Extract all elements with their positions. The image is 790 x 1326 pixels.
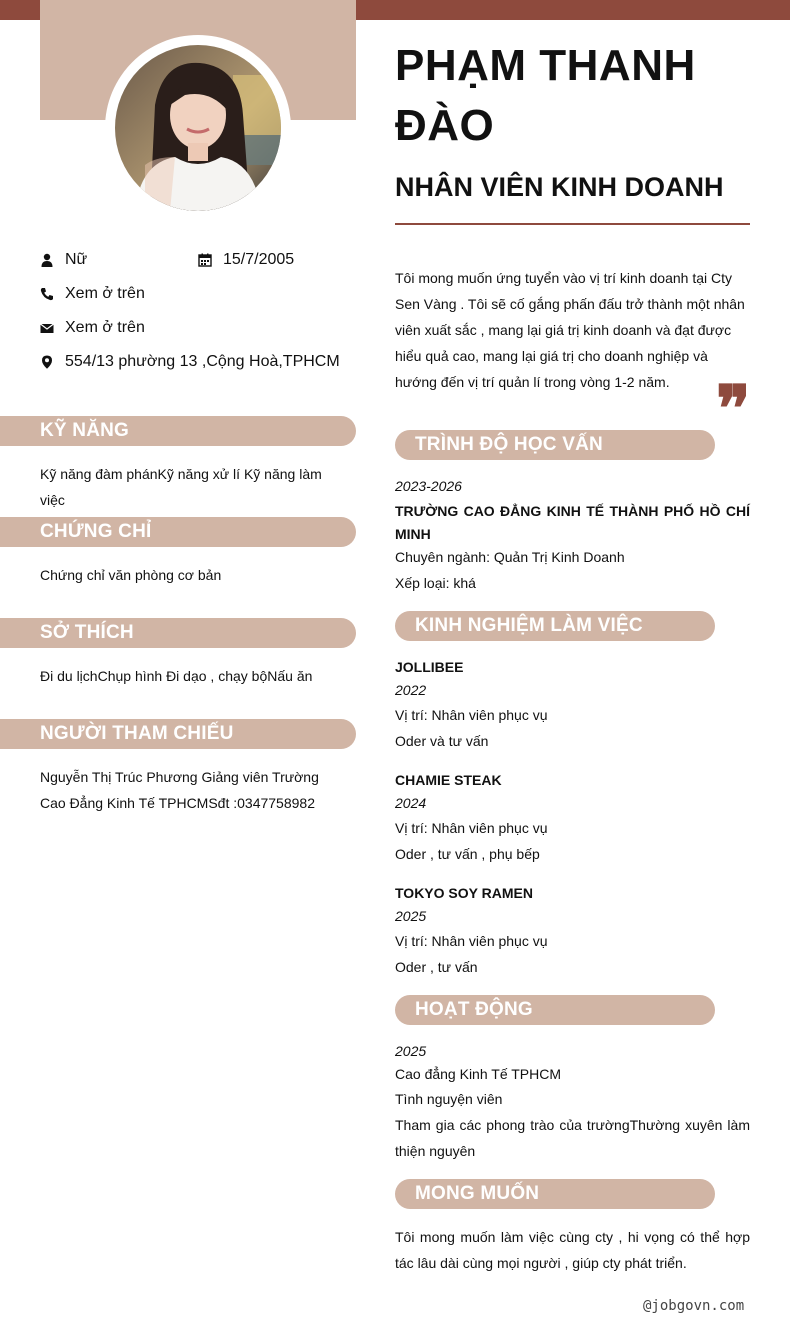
person-icon — [40, 253, 54, 267]
references-title: NGƯỜI THAM CHIẾU — [40, 723, 234, 744]
map-pin-icon — [40, 355, 54, 369]
job-company: JOLLIBEE — [395, 659, 464, 675]
birthday-row — [198, 251, 294, 269]
hobbies-text: Đi du lịchChụp hình Đi dạo , chạy bộNấu ăn — [40, 668, 313, 684]
education-major: Chuyên ngành: Quản Trị Kinh Doanh — [395, 549, 625, 565]
wishes-title: MONG MUỐN — [415, 1183, 540, 1204]
job-position: Vị trí: Nhân viên phục vụ — [395, 707, 548, 723]
job-year: 2024 — [395, 795, 427, 811]
activities-title: HOẠT ĐỘNG — [415, 999, 533, 1020]
experience-heading — [395, 611, 715, 641]
job-position: Vị trí: Nhân viên phục vụ — [395, 933, 548, 949]
references-text: Nguyễn Thị Trúc Phương Giảng viên Trường Cao Đẳng Kinh Tế TPHCMSđt :0347758982 — [40, 769, 319, 811]
skills-text: Kỹ năng đàm phánKỹ năng xử lí Kỹ năng làm việc — [40, 466, 322, 508]
phone-row — [40, 285, 145, 303]
wishes-heading — [395, 1179, 715, 1209]
job-duties: Oder , tư vấn — [395, 959, 478, 975]
gender-value: Nữ — [65, 251, 88, 268]
hobbies-heading — [0, 618, 356, 648]
skills-heading — [0, 416, 356, 446]
education-school: TRƯỜNG CAO ĐẲNG KINH TẾ THÀNH PHỐ HỒ CHÍ MINH — [395, 503, 750, 542]
email-row — [40, 319, 145, 337]
experience-title: KINH NGHIỆM LÀM VIỆC — [415, 615, 643, 636]
skills-title: KỸ NĂNG — [40, 420, 130, 441]
activities-heading — [395, 995, 715, 1025]
watermark: @jobgovn.com — [643, 1298, 745, 1314]
education-heading — [395, 430, 715, 460]
candidate-name: PHẠM THANH ĐÀO — [395, 41, 696, 150]
education-grade: Xếp loại: khá — [395, 575, 476, 591]
education-title: TRÌNH ĐỘ HỌC VẤN — [415, 434, 603, 455]
activity-role: Tình nguyện viên — [395, 1091, 503, 1107]
certificates-title: CHỨNG CHỈ — [40, 521, 152, 542]
calendar-icon — [198, 253, 212, 267]
certificates-heading — [0, 517, 356, 547]
job-duties: Oder và tư vấn — [395, 733, 489, 749]
job-position: Vị trí: Nhân viên phục vụ — [395, 820, 548, 836]
certificates-text: Chứng chỉ văn phòng cơ bản — [40, 567, 222, 583]
hobbies-title: SỞ THÍCH — [40, 622, 134, 643]
header-divider — [395, 223, 750, 225]
activity-org: Cao đẳng Kinh Tế TPHCM — [395, 1066, 562, 1082]
quote-mark-icon: ❞ — [716, 372, 751, 447]
birthday-value: 15/7/2005 — [223, 251, 295, 268]
gender-row — [40, 251, 87, 269]
email-value: Xem ở trên — [65, 319, 145, 336]
phone-value: Xem ở trên — [65, 285, 145, 302]
address-value: 554/13 phường 13 ,Cộng Hoà,TPHCM — [65, 353, 340, 370]
activity-year: 2025 — [395, 1043, 427, 1059]
avatar — [115, 45, 281, 211]
phone-icon — [40, 287, 54, 301]
job-title: NHÂN VIÊN KINH DOANH — [395, 172, 724, 202]
wishes-text: Tôi mong muốn làm việc cùng cty , hi vọng có thể hợp tác lâu dài cùng mọi người , giúp cty phát triển. — [395, 1229, 750, 1271]
address-row — [40, 353, 340, 371]
references-heading — [0, 719, 356, 749]
job-company: TOKYO SOY RAMEN — [395, 885, 533, 901]
job-year: 2022 — [395, 682, 427, 698]
job-year: 2025 — [395, 908, 427, 924]
activity-desc: Tham gia các phong trào của trườngThường xuyên làm thiện nguyên — [395, 1117, 750, 1159]
job-company: CHAMIE STEAK — [395, 772, 502, 788]
education-period: 2023-2026 — [395, 478, 462, 494]
career-objective: Tôi mong muốn ứng tuyển vào vị trí kinh doanh tại Cty Sen Vàng . Tôi sẽ cố gắng phấn đấu trở thành một nhân viên xuất sắc , mang lại giá trị kinh doanh và đạt được hiểu quả cao, mang lại giá trị cho doanh nghiệp và hướng đến vị trí quản lí trong vòng 1-2 năm. — [395, 270, 745, 390]
job-duties: Oder , tư vấn , phụ bếp — [395, 846, 540, 862]
envelope-icon — [40, 321, 54, 335]
